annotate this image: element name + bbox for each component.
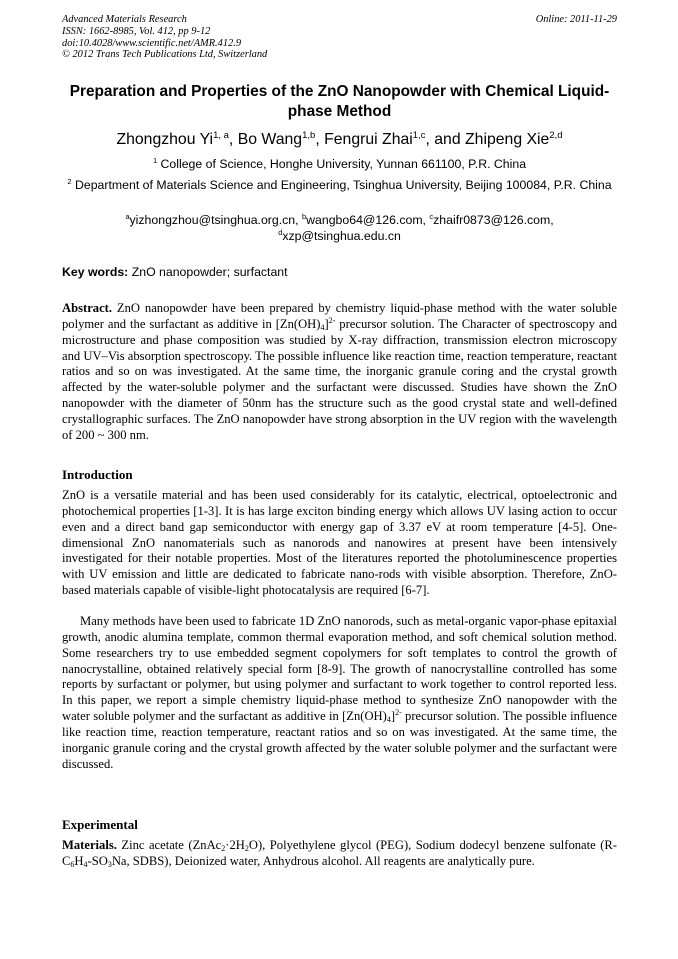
author-name: Zhongzhou Yi [116, 131, 214, 148]
affiliation-text: Department of Materials Science and Engineering, Tsinghua University, Beijing 100084, P.R. China [75, 178, 612, 192]
subscript: 3 [107, 859, 112, 869]
email-marker: c [429, 212, 434, 221]
materials-label: Materials. [62, 838, 117, 852]
email-marker: a [125, 212, 130, 221]
introduction-paragraph-1: ZnO is a versatile material and has been used considerably for its catalytic, electrical, optoelectronic and photochemical properties [1-3]. It is has large exciton binding energy which allows UV lasing action to occur even and a direct band gap semiconductor with energy gap of 3.37 eV at room temperature [4-5]. One-dimensional ZnO nanomaterials such as nanorods and nanowires at present have been intensively investigated for their notable properties. Most of the literatures reported the photoluminescence properties with UV emission and little are dedicated to fabricate nano-rods with visible absorption. Therefore, ZnO-based materials capable of visible-light photocatalysis are required [6-7]. [62, 488, 617, 598]
paragraph-text: Zinc acetate (ZnAc [116, 838, 222, 852]
affiliation-marker: 2 [67, 177, 72, 186]
author-separator: , [315, 131, 325, 148]
paragraph-text: Na, SDBS), Deionized water, Anhydrous alcohol. All reagents are analytically pure. [111, 853, 535, 868]
subscript: 2 [221, 844, 226, 853]
paragraph-text: O), Polyethylene glycol (PEG), Sodium dodecyl benzene sulfonate (R-C [62, 838, 617, 868]
author-emails [62, 212, 617, 244]
affiliation-text: College of Science, Honghe University, Yunnan 661100, P.R. China [160, 157, 527, 171]
section-heading-introduction: Introduction [62, 467, 133, 482]
copyright-line: © 2012 Trans Tech Publications Ltd, Switzerland [62, 49, 268, 61]
author-separator: , [228, 131, 238, 148]
paragraph-text: -SO [87, 853, 108, 868]
doi-line: doi:10.4028/www.scientific.net/AMR.412.9 [62, 37, 242, 49]
subscript: 4 [83, 859, 88, 869]
author-affiliation-marker: 1, a [213, 130, 229, 141]
author-affiliation-marker: 1,b [302, 130, 316, 141]
materials-paragraph [62, 838, 617, 870]
email-link[interactable]: xzp@tsinghua.edu.cn [282, 229, 401, 243]
affiliation-marker: 1 [152, 156, 158, 165]
author-affiliation-marker: 1,c [412, 130, 426, 141]
subscript: 2 [244, 844, 249, 853]
email-link[interactable]: wangbo64@126.com, [306, 213, 430, 227]
author-name: Fengrui Zhai [324, 131, 413, 148]
author-name: Zhipeng Xie [465, 131, 550, 148]
paragraph-text: ·2H [225, 838, 245, 852]
email-link[interactable]: yizhongzhou@tsinghua.org.cn, [129, 213, 302, 227]
abstract-label: Abstract. [62, 301, 113, 315]
journal-header [62, 14, 617, 61]
issn-line: ISSN: 1662-8985, Vol. 412, pp 9-12 [62, 25, 211, 37]
online-date: Online: 2011-11-29 [535, 14, 617, 25]
keywords-label: Key words: [62, 265, 129, 279]
email-marker: b [301, 212, 307, 221]
subscript: 4 [320, 322, 325, 332]
introduction-paragraph-2: Many methods have been used to fabricate 1D ZnO nanorods, such as metal-organic vapor-phase epitaxial growth, anodic alumina template, common thermal evaporation method, and soft chemical solution method. Some researchers try to use embedded segment copolymers for soft templates to control the growth of nanocrystalline, obtained relatively special form [8-9]. The growth of nanocrystalline controlled has some reports by surfactant or polymer, but using polymer and surfactant to work together to control reported less. In this paper, we report a simple chemistry liquid-phase method to synthesize ZnO nanopowder with the water soluble polymer and the surfactant as additive in $[Zn(OH)_4]^{2-}$ precursor solution. The possible influence like reaction time, reaction temperature, reactant ratios and so on was investigated. At the same time, the inorganic granule coring and the crystal growth affected by the water soluble polymer and the surfactant were discussed. [62, 614, 618, 771]
affiliation-1 [62, 156, 617, 172]
paragraph-text: precursor solution. The possible influence like reaction time, reaction temperature, reactant ratios and so on was investigated. At the same time, the inorganic granule coring and the crystal growth affected by the water soluble polymer and the surfactant were discussed. [62, 709, 618, 771]
superscript: 2- [395, 708, 402, 718]
author-list [62, 130, 617, 150]
abstract-text: precursor solution. The Character of spectroscopy and microstructure and phase composition was studied by X-ray diffraction, transmission electron microscopy and UV–Vis absorption spectroscopy. The possible influence like reaction time, reaction temperature, reactant ratios and so on was investigated. At the same time, the inorganic granule coring and the crystal growth affected by the water-soluble polymer and the surfactant were discussed. Studies have shown the ZnO nanopowder with the diameter of 50nm has the structure such as the good crystal state and well-defined crystallographic surfaces. The ZnO nanopowder have strong absorption in the UV region with the wavelength of 200 ~ 300 nm. [62, 316, 618, 442]
paragraph-text: H [74, 853, 84, 868]
subscript: 4 [386, 715, 391, 725]
section-heading-experimental: Experimental [62, 817, 138, 832]
author-affiliation-marker: 2,d [549, 130, 563, 141]
keywords [62, 264, 617, 280]
affiliation-2 [62, 177, 617, 193]
abstract: Abstract. ZnO nanopowder have been prepared by chemistry liquid-phase method with the water soluble polymer and the surfactant as additive in $[Zn(OH)_4]^{2-}$ precursor solution. The Character of spectroscopy and microstructure and phase composition was studied by X-ray diffraction, transmission electron microscopy and UV–Vis absorption spectroscopy. The possible influence like reaction time, reaction temperature, reactant ratios and so on was investigated. At the same time, the inorganic granule coring and the crystal growth affected by the water-soluble polymer and the surfactant were discussed. Studies have shown the ZnO nanopowder with the diameter of 50nm has the structure such as the good crystal state and well-defined crystallographic surfaces. The ZnO nanopowder have strong absorption in the UV region with the wavelength of 200 ~ 300 nm. [62, 301, 618, 442]
author-separator: , and [425, 131, 466, 148]
subscript: 6 [70, 859, 75, 869]
email-marker: d [278, 228, 283, 237]
author-name: Bo Wang [237, 131, 303, 148]
superscript: 2- [328, 315, 336, 325]
email-link[interactable]: zhaifr0873@126.com, [433, 213, 554, 227]
keywords-text: ZnO nanopowder; surfactant [128, 265, 288, 279]
abstract-text: ZnO nanopowder have been prepared by chemistry liquid-phase method with the water soluble polymer and the surfactant as additive in [Zn(OH) [62, 301, 617, 331]
journal-name: Advanced Materials Research [62, 14, 187, 25]
paper-title: Preparation and Properties of the ZnO Nanopowder with Chemical Liquid-phase Method [69, 83, 610, 120]
paragraph-text: Many methods have been used to fabricate 1D ZnO nanorods, such as metal-organic vapor-phase epitaxial growth, anodic alumina template, common thermal evaporation method, and soft chemical solution method. Some researchers try to use embedded segment copolymers for soft templates to control the growth of nanocrystalline, obtained relatively special form [8-9]. The growth of nanocrystalline controlled has some reports by surfactant or polymer, but using polymer and surfactant to work together to control reported less. In this paper, we report a simple chemistry liquid-phase method to synthesize ZnO nanopowder with the water soluble polymer and the surfactant as additive in [Zn(OH) [62, 614, 617, 724]
